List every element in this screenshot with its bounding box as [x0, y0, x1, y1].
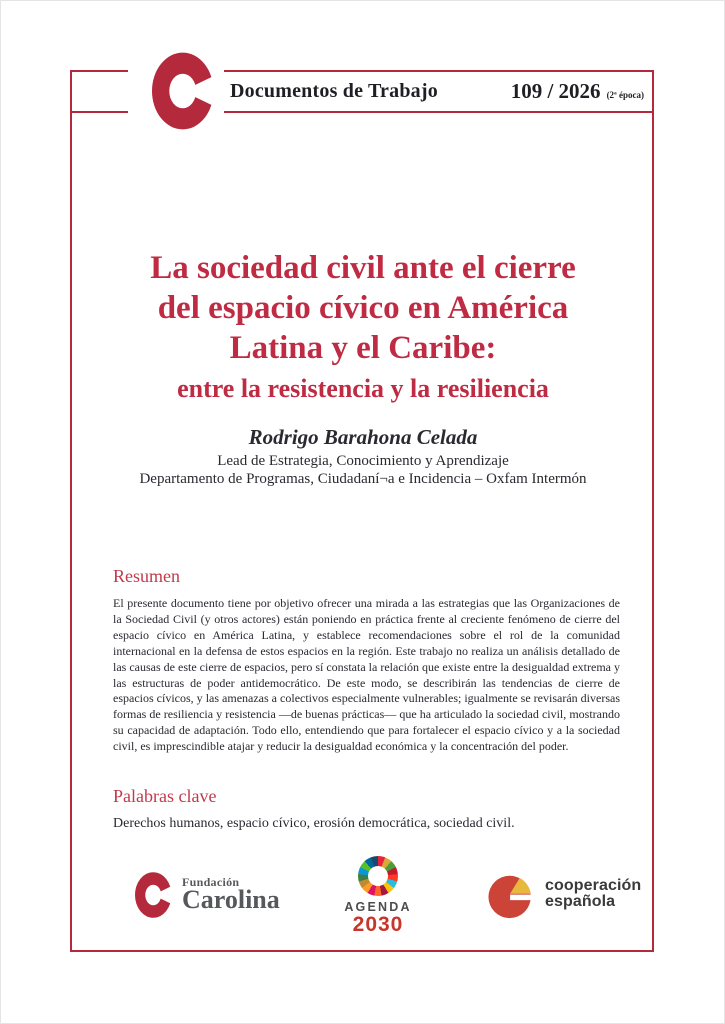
cooperacion-espanola-wordmark — [545, 873, 641, 919]
document-title — [88, 248, 638, 407]
espanola-label: española — [545, 893, 616, 910]
cooperacion-espanola-logo — [488, 873, 641, 919]
fundacion-carolina-logo — [135, 871, 280, 919]
keywords-heading: Palabras clave — [113, 786, 217, 806]
fundacion-label: Fundación — [182, 875, 240, 889]
author-block — [88, 425, 638, 488]
fundacion-carolina-c-icon — [152, 48, 216, 134]
carolina-label: Carolina — [182, 885, 280, 914]
fundacion-carolina-c-small-icon — [135, 871, 173, 919]
keywords-text: Derechos humanos, espacio cívico, erosión democrática, sociedad civil. — [113, 816, 515, 831]
title-line-1: La sociedad civil ante el cierre — [150, 250, 576, 286]
cooperacion-label: cooperación — [545, 877, 642, 894]
agenda-2030-wheel-hole — [368, 866, 388, 886]
author-role: Lead de Estrategia, Conocimiento y Aprendizaje — [217, 453, 509, 469]
fundacion-carolina-wordmark — [182, 871, 280, 919]
agenda-year-label: 2030 — [352, 913, 404, 936]
author-name: Rodrigo Barahona Celada — [248, 425, 478, 449]
issue-epoch: (2ª época) — [606, 90, 644, 100]
author-affiliation: Departamento de Programas, Ciudadaní¬a e Incidencia – Oxfam Intermón — [139, 470, 587, 487]
agenda-label: AGENDA — [344, 900, 412, 914]
title-line-2: del espacio cívico en América — [157, 290, 569, 326]
abstract-heading: Resumen — [113, 566, 180, 586]
series-title: Documentos de Trabajo — [230, 80, 438, 102]
issue-number: 109 / 2026 — [510, 79, 601, 103]
issue-block — [511, 79, 644, 104]
agenda-2030-logo — [339, 856, 417, 935]
title-line-3: Latina y el Caribe: — [229, 330, 497, 366]
cooperacion-espanola-e-icon — [488, 873, 534, 919]
title-subtitle: entre la resistencia y la resiliencia — [177, 374, 549, 403]
abstract-text: El presente documento tiene por objetivo ofrecer una mirada a las estrategias que las Organizaciones de la Sociedad Civil (y otros actores) están poniendo en práctica frente al creciente fenómeno de cierre del espacio cívico en América Latina, y establece recomendaciones sobre el rol de la comunidad internacional en la defensa de estos espacios en la región. Este trabajo no realiza un análisis detallado de las causas de este cierre de espacios, pero sí constata la relación que existe entre la desigualdad extrema y las estructuras de poder antidemocrático. De este modo, se describirán las tendencias de cierre de espacios cívicos, y las amenazas a colectivos especialmente vulnerables; igualmente se revisarán diversas formas de resiliencia y resistencia —de buenas prácticas— que ha articulado la sociedad civil, mostrando su capacidad de adaptación. Todo ello, entendiendo que para fortalecer el espacio cívico y a la sociedad civil, es imprescindible atajar y reducir la desigualdad económica y la concentración del poder. — [113, 596, 620, 754]
agenda-2030-wheel-icon — [358, 856, 398, 896]
